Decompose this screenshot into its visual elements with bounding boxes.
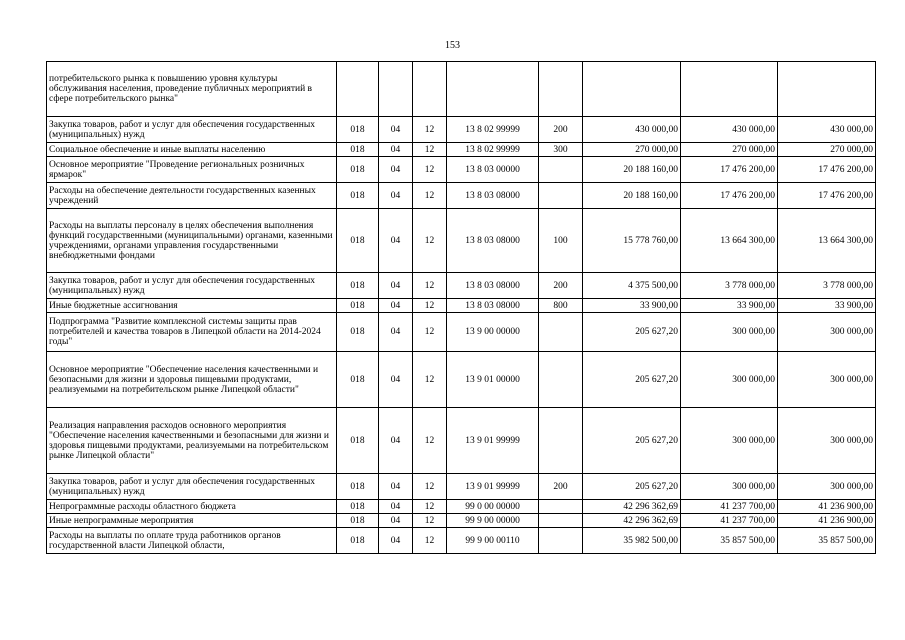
cell-subsection: 12 (413, 474, 447, 500)
cell-section: 04 (379, 299, 413, 313)
cell-amount-year-3: 41 236 900,00 (778, 514, 876, 528)
cell-amount-year-2: 17 476 200,00 (681, 157, 778, 183)
cell-target-article: 13 8 02 99999 (447, 117, 539, 143)
cell-section (379, 62, 413, 117)
table-row (47, 352, 876, 408)
cell-grbs: 018 (337, 352, 379, 408)
cell-expense-type: 300 (539, 143, 583, 157)
cell-target-article: 13 8 03 08000 (447, 273, 539, 299)
cell-expense-type (539, 352, 583, 408)
cell-expense-type: 200 (539, 273, 583, 299)
cell-section: 04 (379, 514, 413, 528)
cell-subsection: 12 (413, 299, 447, 313)
cell-target-article: 99 9 00 00000 (447, 514, 539, 528)
table-row (47, 62, 876, 117)
cell-section: 04 (379, 500, 413, 514)
cell-name: Непрограммные расходы областного бюджета (47, 500, 337, 514)
cell-amount-year-3: 3 778 000,00 (778, 273, 876, 299)
cell-name: Расходы на выплаты по оплате труда работников органов государственной власти Липецкой области, (47, 528, 337, 554)
cell-grbs: 018 (337, 514, 379, 528)
cell-amount-year-2: 41 237 700,00 (681, 500, 778, 514)
cell-subsection: 12 (413, 209, 447, 273)
cell-amount-year-3: 430 000,00 (778, 117, 876, 143)
cell-target-article: 13 9 01 00000 (447, 352, 539, 408)
cell-grbs: 018 (337, 117, 379, 143)
cell-name: потребительского рынка к повышению уровня культуры обслуживания населения, проведение публичных мероприятий в сфере потребительского рынка" (47, 62, 337, 117)
cell-subsection: 12 (413, 117, 447, 143)
cell-amount-year-3: 270 000,00 (778, 143, 876, 157)
cell-expense-type: 800 (539, 299, 583, 313)
cell-grbs: 018 (337, 313, 379, 352)
cell-target-article (447, 62, 539, 117)
cell-name: Основное мероприятие "Обеспечение населения качественными и безопасными для жизни и здоровья пищевыми продуктами, реализуемыми на потребительском рынке Липецкой области" (47, 352, 337, 408)
cell-amount-year-2: 300 000,00 (681, 474, 778, 500)
cell-amount-year-2 (681, 62, 778, 117)
cell-amount-year-2: 3 778 000,00 (681, 273, 778, 299)
cell-section: 04 (379, 408, 413, 474)
cell-section: 04 (379, 352, 413, 408)
cell-amount-year-3: 300 000,00 (778, 313, 876, 352)
cell-grbs: 018 (337, 183, 379, 209)
cell-amount-year-3: 35 857 500,00 (778, 528, 876, 554)
cell-amount-year-3 (778, 62, 876, 117)
cell-subsection: 12 (413, 514, 447, 528)
cell-amount-year-1: 20 188 160,00 (583, 157, 681, 183)
table-row (47, 474, 876, 500)
cell-subsection: 12 (413, 157, 447, 183)
cell-section: 04 (379, 313, 413, 352)
cell-section: 04 (379, 209, 413, 273)
cell-target-article: 13 8 03 08000 (447, 209, 539, 273)
cell-section: 04 (379, 474, 413, 500)
cell-target-article: 13 9 00 00000 (447, 313, 539, 352)
cell-amount-year-2: 35 857 500,00 (681, 528, 778, 554)
table-row (47, 299, 876, 313)
cell-subsection: 12 (413, 183, 447, 209)
cell-expense-type: 200 (539, 117, 583, 143)
cell-section: 04 (379, 528, 413, 554)
cell-section: 04 (379, 117, 413, 143)
cell-expense-type: 200 (539, 474, 583, 500)
table-row (47, 273, 876, 299)
cell-target-article: 13 8 03 08000 (447, 183, 539, 209)
cell-grbs: 018 (337, 299, 379, 313)
cell-section: 04 (379, 157, 413, 183)
cell-expense-type (539, 500, 583, 514)
table-row (47, 143, 876, 157)
cell-expense-type (539, 528, 583, 554)
cell-target-article: 13 9 01 99999 (447, 474, 539, 500)
cell-name: Закупка товаров, работ и услуг для обеспечения государственных (муниципальных) нужд (47, 474, 337, 500)
cell-grbs: 018 (337, 408, 379, 474)
cell-grbs: 018 (337, 157, 379, 183)
cell-amount-year-3: 300 000,00 (778, 408, 876, 474)
cell-amount-year-2: 300 000,00 (681, 408, 778, 474)
table-body (47, 62, 876, 554)
cell-expense-type: 100 (539, 209, 583, 273)
cell-subsection: 12 (413, 408, 447, 474)
cell-expense-type (539, 313, 583, 352)
cell-amount-year-2: 41 237 700,00 (681, 514, 778, 528)
cell-expense-type (539, 408, 583, 474)
cell-amount-year-1: 33 900,00 (583, 299, 681, 313)
cell-amount-year-2: 13 664 300,00 (681, 209, 778, 273)
cell-target-article: 13 8 03 00000 (447, 157, 539, 183)
cell-subsection: 12 (413, 143, 447, 157)
cell-amount-year-1: 430 000,00 (583, 117, 681, 143)
cell-grbs (337, 62, 379, 117)
cell-amount-year-1: 205 627,20 (583, 474, 681, 500)
cell-amount-year-3: 17 476 200,00 (778, 183, 876, 209)
cell-expense-type (539, 183, 583, 209)
cell-name: Реализация направления расходов основного мероприятия "Обеспечение населения качественными и безопасными для жизни и здоровья пищевыми продуктами, реализуемыми на потребительском рынке Липецкой области" (47, 408, 337, 474)
cell-amount-year-1: 205 627,20 (583, 313, 681, 352)
cell-amount-year-1 (583, 62, 681, 117)
cell-amount-year-2: 33 900,00 (681, 299, 778, 313)
cell-grbs: 018 (337, 209, 379, 273)
cell-amount-year-1: 42 296 362,69 (583, 514, 681, 528)
cell-amount-year-1: 15 778 760,00 (583, 209, 681, 273)
table-row (47, 514, 876, 528)
cell-amount-year-1: 4 375 500,00 (583, 273, 681, 299)
cell-amount-year-1: 205 627,20 (583, 408, 681, 474)
cell-name: Иные бюджетные ассигнования (47, 299, 337, 313)
cell-name: Иные непрограммные мероприятия (47, 514, 337, 528)
cell-amount-year-2: 430 000,00 (681, 117, 778, 143)
cell-amount-year-1: 20 188 160,00 (583, 183, 681, 209)
cell-amount-year-3: 300 000,00 (778, 474, 876, 500)
cell-amount-year-3: 300 000,00 (778, 352, 876, 408)
cell-name: Расходы на выплаты персоналу в целях обеспечения выполнения функций государственными (муниципальными) органами, казенными учреждениями, органами управления государственными внебюджетными фондами (47, 209, 337, 273)
cell-section: 04 (379, 273, 413, 299)
cell-subsection: 12 (413, 352, 447, 408)
cell-amount-year-2: 300 000,00 (681, 313, 778, 352)
page-number: 153 (445, 40, 460, 51)
cell-amount-year-3: 41 236 900,00 (778, 500, 876, 514)
table-row (47, 313, 876, 352)
table-row (47, 500, 876, 514)
cell-section: 04 (379, 143, 413, 157)
cell-grbs: 018 (337, 500, 379, 514)
table-row (47, 408, 876, 474)
cell-name: Закупка товаров, работ и услуг для обеспечения государственных (муниципальных) нужд (47, 117, 337, 143)
table-row (47, 183, 876, 209)
cell-amount-year-2: 17 476 200,00 (681, 183, 778, 209)
budget-table (46, 61, 876, 554)
cell-amount-year-1: 270 000,00 (583, 143, 681, 157)
cell-grbs: 018 (337, 273, 379, 299)
table-row (47, 157, 876, 183)
cell-target-article: 99 9 00 00110 (447, 528, 539, 554)
cell-grbs: 018 (337, 143, 379, 157)
cell-section: 04 (379, 183, 413, 209)
cell-subsection: 12 (413, 528, 447, 554)
cell-target-article: 13 8 03 08000 (447, 299, 539, 313)
cell-grbs: 018 (337, 474, 379, 500)
cell-expense-type (539, 514, 583, 528)
cell-amount-year-3: 13 664 300,00 (778, 209, 876, 273)
cell-subsection: 12 (413, 273, 447, 299)
cell-expense-type (539, 157, 583, 183)
cell-amount-year-2: 300 000,00 (681, 352, 778, 408)
cell-amount-year-3: 17 476 200,00 (778, 157, 876, 183)
table-row (47, 528, 876, 554)
cell-amount-year-1: 205 627,20 (583, 352, 681, 408)
cell-amount-year-1: 35 982 500,00 (583, 528, 681, 554)
cell-name: Расходы на обеспечение деятельности государственных казенных учреждений (47, 183, 337, 209)
cell-subsection (413, 62, 447, 117)
cell-name: Основное мероприятие "Проведение региональных розничных ярмарок" (47, 157, 337, 183)
cell-target-article: 99 0 00 00000 (447, 500, 539, 514)
cell-amount-year-1: 42 296 362,69 (583, 500, 681, 514)
cell-name: Закупка товаров, работ и услуг для обеспечения государственных (муниципальных) нужд (47, 273, 337, 299)
cell-amount-year-2: 270 000,00 (681, 143, 778, 157)
cell-subsection: 12 (413, 500, 447, 514)
cell-name: Социальное обеспечение и иные выплаты населению (47, 143, 337, 157)
cell-target-article: 13 8 02 99999 (447, 143, 539, 157)
cell-target-article: 13 9 01 99999 (447, 408, 539, 474)
cell-subsection: 12 (413, 313, 447, 352)
cell-grbs: 018 (337, 528, 379, 554)
table-row (47, 209, 876, 273)
cell-expense-type (539, 62, 583, 117)
cell-amount-year-3: 33 900,00 (778, 299, 876, 313)
table-row (47, 117, 876, 143)
cell-name: Подпрограмма "Развитие комплексной системы защиты прав потребителей и качества товаров в Липецкой области на 2014-2024 годы" (47, 313, 337, 352)
